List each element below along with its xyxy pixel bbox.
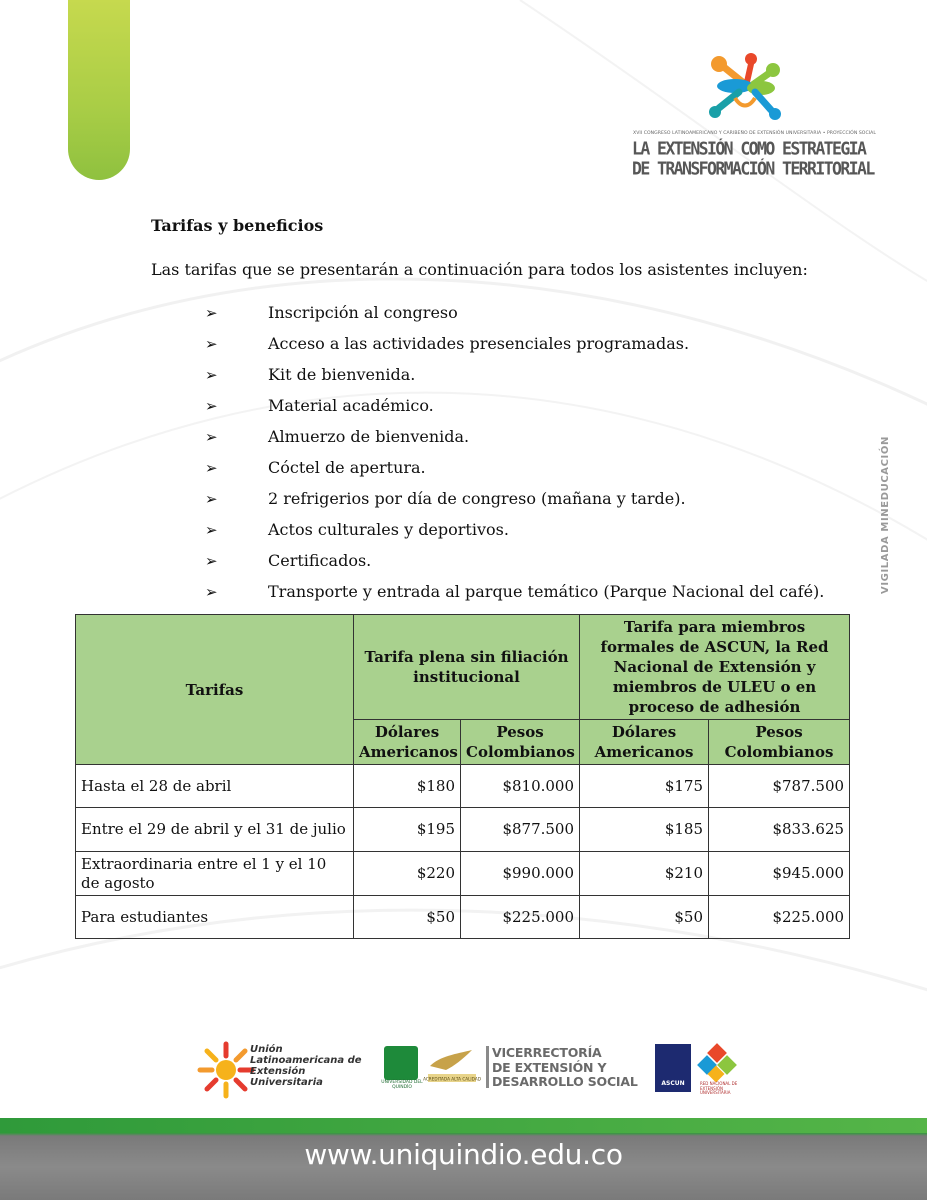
arrow-bullet-icon: ➢ — [205, 583, 218, 601]
rates-table — [75, 614, 850, 939]
vicerrectoria-divider — [486, 1046, 489, 1088]
table-row — [76, 852, 850, 896]
cell-g2-cop: $787.500 — [709, 765, 850, 808]
website-link[interactable]: www.uniquindio.edu.co — [304, 1138, 623, 1171]
table-row — [76, 896, 850, 939]
cell-g1-usd: $220 — [354, 852, 461, 896]
cell-g1-usd: $50 — [354, 896, 461, 939]
list-item: ➢ Transporte y entrada al parque temático (Parque Nacional del café). — [205, 582, 825, 601]
arrow-bullet-icon: ➢ — [205, 490, 218, 508]
table-subheader-cop: Pesos Colombianos — [461, 720, 580, 765]
cell-g2-usd: $185 — [580, 808, 709, 852]
list-item: ➢ Inscripción al congreso — [205, 303, 458, 322]
cell-g1-cop: $810.000 — [461, 765, 580, 808]
table-header-tarifas: Tarifas — [76, 615, 354, 765]
header-green-tab — [68, 0, 130, 180]
list-item: ➢ Acceso a las actividades presenciales programadas. — [205, 334, 690, 353]
list-item: ➢ Cóctel de apertura. — [205, 458, 426, 477]
table-header-group1: Tarifa plena sin filiación institucional — [354, 615, 580, 720]
congress-subtitle: XVII CONGRESO LATINOAMERICANO Y CARIBEÑO DE EXTENSIÓN UNIVERSITARIA • PROYECCIÓN SOCIAL — [633, 131, 876, 136]
list-item: ➢ Almuerzo de bienvenida. — [205, 427, 470, 446]
row-label: Para estudiantes — [76, 896, 354, 939]
cell-g2-usd: $50 — [580, 896, 709, 939]
table-subheader-usd: Dólares Americanos — [580, 720, 709, 765]
cell-g1-usd: $195 — [354, 808, 461, 852]
list-item: ➢ Kit de bienvenida. — [205, 365, 416, 384]
table-row — [76, 808, 850, 852]
uniquindio-text: UNIVERSIDAD DEL QUINDÍO — [381, 1080, 423, 1090]
cell-g2-cop: $225.000 — [709, 896, 850, 939]
acreditada-label: ACREDITADA ALTA CALIDAD — [423, 1076, 481, 1082]
row-label: Extraordinaria entre el 1 y el 10 de agosto — [76, 852, 354, 896]
list-item: ➢ 2 refrigerios por día de congreso (mañana y tarde). — [205, 489, 686, 508]
congress-title-line1: LA EXTENSIÓN COMO ESTRATEGIA — [632, 138, 866, 159]
congress-title-line2: DE TRANSFORMACIÓN TERRITORIAL — [632, 158, 874, 179]
acreditada-bird-icon — [423, 1046, 481, 1088]
uniquindio-shield-icon — [384, 1046, 418, 1080]
table-row — [76, 765, 850, 808]
cell-g1-usd: $180 — [354, 765, 461, 808]
cell-g1-cop: $877.500 — [461, 808, 580, 852]
table-header-group2: Tarifa para miembros formales de ASCUN, la Red Nacional de Extensión y miembros de ULEU o en proceso de adhesión — [580, 615, 850, 720]
red-nacional-logo-icon — [698, 1044, 738, 1084]
arrow-bullet-icon: ➢ — [205, 521, 218, 539]
arrow-bullet-icon: ➢ — [205, 335, 218, 353]
ascun-label: ASCUN — [661, 1080, 685, 1087]
cell-g1-cop: $990.000 — [461, 852, 580, 896]
uleu-sun-logo-icon — [196, 1040, 256, 1100]
cell-g2-usd: $175 — [580, 765, 709, 808]
arrow-bullet-icon: ➢ — [205, 397, 218, 415]
arrow-bullet-icon: ➢ — [205, 366, 218, 384]
table-subheader-cop: Pesos Colombianos — [709, 720, 850, 765]
cell-g1-cop: $225.000 — [461, 896, 580, 939]
cell-g2-cop: $945.000 — [709, 852, 850, 896]
list-item: ➢ Certificados. — [205, 551, 372, 570]
footer-green-stripe — [0, 1118, 927, 1133]
arrow-bullet-icon: ➢ — [205, 304, 218, 322]
table-subheader-usd: Dólares Americanos — [354, 720, 461, 765]
vigilada-label: VIGILADA MINEDUCACIÓN — [880, 436, 891, 594]
benefits-list — [205, 302, 824, 612]
arrow-bullet-icon: ➢ — [205, 428, 218, 446]
cell-g2-cop: $833.625 — [709, 808, 850, 852]
cell-g2-usd: $210 — [580, 852, 709, 896]
arrow-bullet-icon: ➢ — [205, 552, 218, 570]
red-nacional-text: RED NACIONAL DE EXTENSIÓN UNIVERSITARIA — [700, 1081, 738, 1095]
list-item: ➢ Material académico. — [205, 396, 434, 415]
list-item: ➢ Actos culturales y deportivos. — [205, 520, 509, 539]
row-label: Hasta el 28 de abril — [76, 765, 354, 808]
vicerrectoria-text: VICERRECTORÍA DE EXTENSIÓN Y DESARROLLO SOCIAL — [492, 1045, 638, 1089]
congress-logo-icon — [705, 52, 787, 124]
section-title: Tarifas y beneficios — [151, 216, 324, 235]
arrow-bullet-icon: ➢ — [205, 459, 218, 477]
row-label: Entre el 29 de abril y el 31 de julio — [76, 808, 354, 852]
uleu-text: Unión Latinoamericana de Extensión Universitaria — [250, 1044, 362, 1088]
intro-text: Las tarifas que se presentarán a continuación para todos los asistentes incluyen: — [151, 260, 808, 279]
